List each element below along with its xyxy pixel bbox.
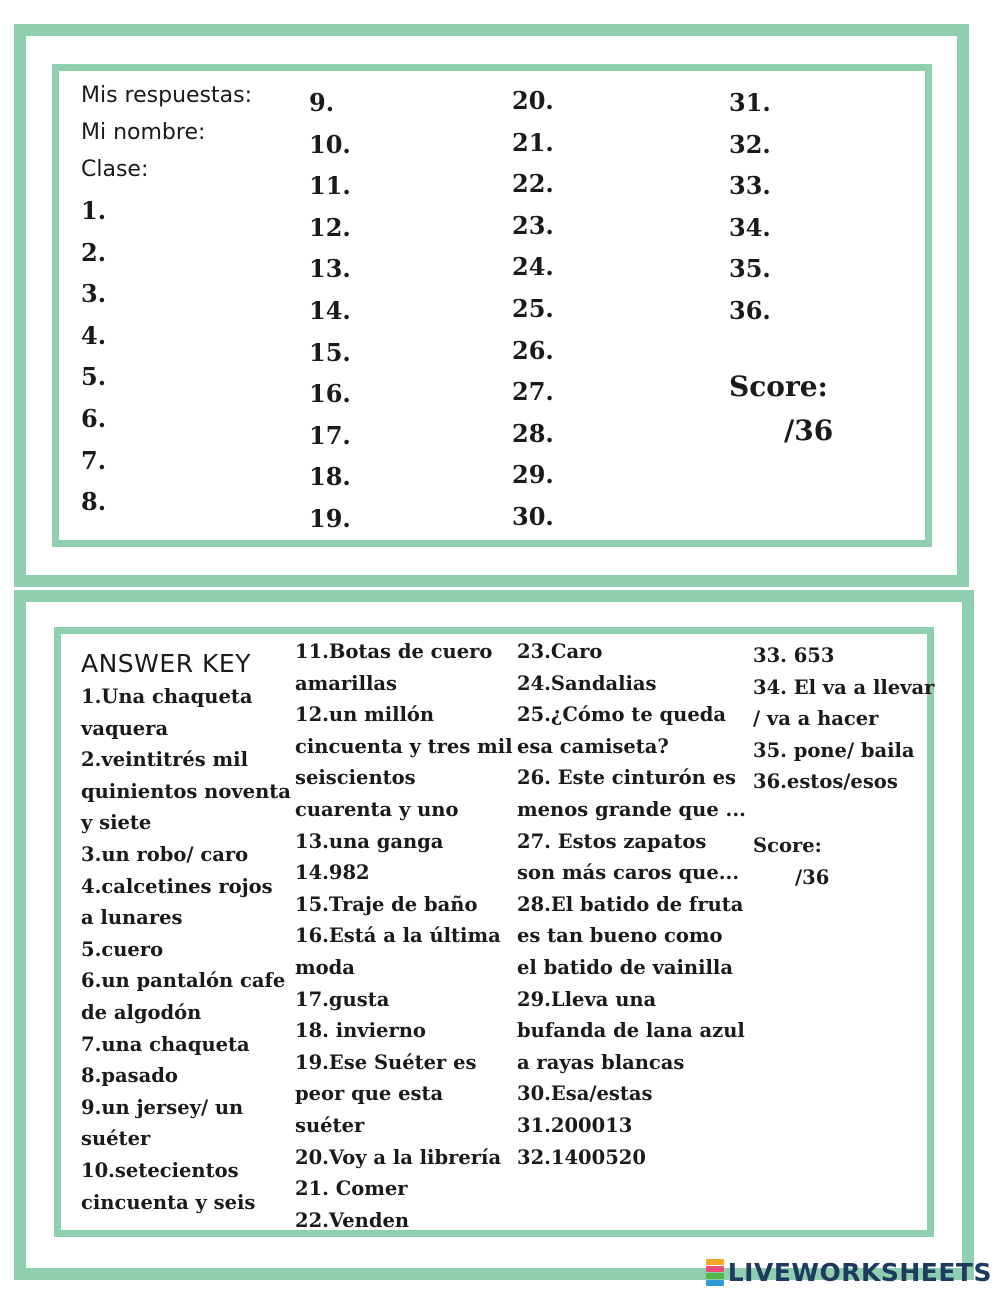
answer-number: 18. bbox=[309, 462, 351, 492]
answer-number: 21. bbox=[512, 127, 554, 157]
answer-col-3 bbox=[512, 80, 554, 538]
answer-key-item: 29.Lleva una bufanda de lana azul a rayas blancas bbox=[517, 987, 745, 1074]
answer-number: 17. bbox=[309, 420, 351, 450]
answer-key-item: 1.Una chaqueta vaquera bbox=[81, 685, 253, 740]
student-info-label: Clase: bbox=[81, 157, 149, 182]
answer-number: 6. bbox=[81, 403, 107, 433]
key-col-2 bbox=[295, 636, 515, 1236]
answer-key-item: 35. pone/ baila bbox=[753, 738, 915, 762]
answer-number: 30. bbox=[512, 501, 554, 531]
answer-key-item: 32.1400520 bbox=[517, 1145, 646, 1169]
answer-number: 28. bbox=[512, 418, 554, 448]
answer-key-item: 27. Estos zapatos son más caros que... bbox=[517, 829, 740, 885]
answer-key-item: 11.Botas de cuero amarillas bbox=[295, 640, 493, 695]
answer-key-item: 21. Comer bbox=[295, 1177, 408, 1201]
answer-number: 5. bbox=[81, 362, 107, 392]
answer-key-item: 36.estos/esos bbox=[753, 770, 898, 794]
answer-key-item: 22.Venden bbox=[295, 1208, 410, 1232]
answer-number: 8. bbox=[81, 487, 107, 517]
answer-key-item: 25.¿Cómo te queda esa camiseta? bbox=[517, 703, 726, 758]
answer-number: 3. bbox=[81, 279, 107, 309]
answer-key-item: 31.200013 bbox=[517, 1113, 633, 1137]
answer-col-4 bbox=[729, 82, 771, 332]
liveworksheets-logo-icon bbox=[706, 1259, 724, 1286]
liveworksheets-logo-text: LIVEWORKSHEETS bbox=[727, 1257, 992, 1287]
answer-key-title: ANSWER KEY bbox=[81, 649, 251, 678]
answer-number: 26. bbox=[512, 335, 554, 365]
answer-key-item: 4.calcetines rojos a lunares bbox=[81, 874, 273, 930]
answer-key-item: 34. El va a llevar / va a hacer bbox=[753, 675, 935, 731]
answer-number: 14. bbox=[309, 295, 351, 325]
answer-number: 12. bbox=[309, 212, 351, 242]
key-score-total: /36 bbox=[795, 866, 830, 889]
answer-number: 25. bbox=[512, 293, 554, 323]
answer-number: 19. bbox=[309, 503, 351, 533]
answer-key-item: 9.un jersey/ un suéter bbox=[81, 1095, 244, 1151]
key-score-label: Score: bbox=[753, 834, 822, 857]
answer-number: 22. bbox=[512, 169, 554, 199]
answer-key-item: 18. invierno bbox=[295, 1019, 426, 1043]
liveworksheets-logo[interactable] bbox=[706, 1257, 992, 1287]
answer-number: 23. bbox=[512, 210, 554, 240]
answer-key-item: 14.982 bbox=[295, 861, 370, 885]
answer-col-1 bbox=[81, 190, 106, 523]
answer-number: 36. bbox=[729, 295, 771, 325]
answer-key-item: 3.un robo/ caro bbox=[81, 842, 249, 866]
answer-key-item: 13.una ganga bbox=[295, 829, 444, 853]
answer-key-item: 20.Voy a la librería bbox=[295, 1145, 502, 1169]
student-info-label: Mis respuestas: bbox=[81, 83, 252, 108]
answer-key-item: 17.gusta bbox=[295, 987, 390, 1011]
answer-key-item: 26. Este cinturón es menos grande que ... bbox=[517, 766, 746, 821]
answer-number: 20. bbox=[512, 86, 554, 115]
answer-number: 4. bbox=[81, 320, 107, 350]
answer-key-item: 7.una chaqueta bbox=[81, 1032, 250, 1056]
answer-number: 7. bbox=[81, 445, 107, 475]
answer-key-item: 28.El batido de fruta es tan bueno como el batido de vainilla bbox=[517, 892, 744, 979]
key-col-1 bbox=[81, 681, 291, 1218]
answer-number: 13. bbox=[309, 254, 351, 284]
answer-number: 31. bbox=[729, 88, 771, 117]
answer-key-item: 6.un pantalón cafe de algodón bbox=[81, 969, 286, 1024]
answer-key-item: 16.Está a la última moda bbox=[295, 924, 501, 979]
student-info-label: Mi nombre: bbox=[81, 120, 206, 145]
answer-number: 32. bbox=[729, 129, 771, 159]
answer-key-item: 10.setecientos cincuenta y seis bbox=[81, 1158, 256, 1214]
answer-number: 35. bbox=[729, 254, 771, 284]
student-info-labels bbox=[81, 77, 252, 188]
answer-key-item: 8.pasado bbox=[81, 1064, 178, 1088]
answer-key-item: 30.Esa/estas bbox=[517, 1082, 653, 1106]
key-col-4 bbox=[753, 640, 943, 798]
answer-number: 33. bbox=[729, 171, 771, 201]
answer-number: 2. bbox=[81, 237, 107, 267]
answer-key-item: 23.Caro bbox=[517, 640, 603, 663]
answer-number: 34. bbox=[729, 212, 771, 242]
answer-key-item: 15.Traje de baño bbox=[295, 892, 478, 916]
answer-number: 9. bbox=[309, 88, 335, 117]
answer-number: 15. bbox=[309, 337, 351, 367]
answer-key-item: 33. 653 bbox=[753, 644, 835, 667]
answer-number: 27. bbox=[512, 377, 554, 407]
answer-number: 16. bbox=[309, 379, 351, 409]
score-label: Score: bbox=[729, 370, 828, 403]
answer-number: 24. bbox=[512, 252, 554, 282]
answer-col-2 bbox=[309, 82, 351, 540]
answer-key-item: 19.Ese Suéter es peor que esta suéter bbox=[295, 1050, 477, 1137]
answer-key-item: 2.veintitrés mil quinientos noventa y siete bbox=[81, 748, 291, 835]
answer-key-item: 5.cuero bbox=[81, 937, 164, 961]
key-col-3 bbox=[517, 636, 749, 1173]
answer-number: 1. bbox=[81, 196, 107, 225]
score-total: /36 bbox=[784, 414, 834, 447]
answer-number: 29. bbox=[512, 460, 554, 490]
answer-key-item: 24.Sandalias bbox=[517, 671, 657, 695]
answer-number: 10. bbox=[309, 129, 351, 159]
answer-number: 11. bbox=[309, 171, 351, 201]
answer-key-item: 12.un millón cincuenta y tres mil seiscientos cuarenta y uno bbox=[295, 703, 513, 821]
